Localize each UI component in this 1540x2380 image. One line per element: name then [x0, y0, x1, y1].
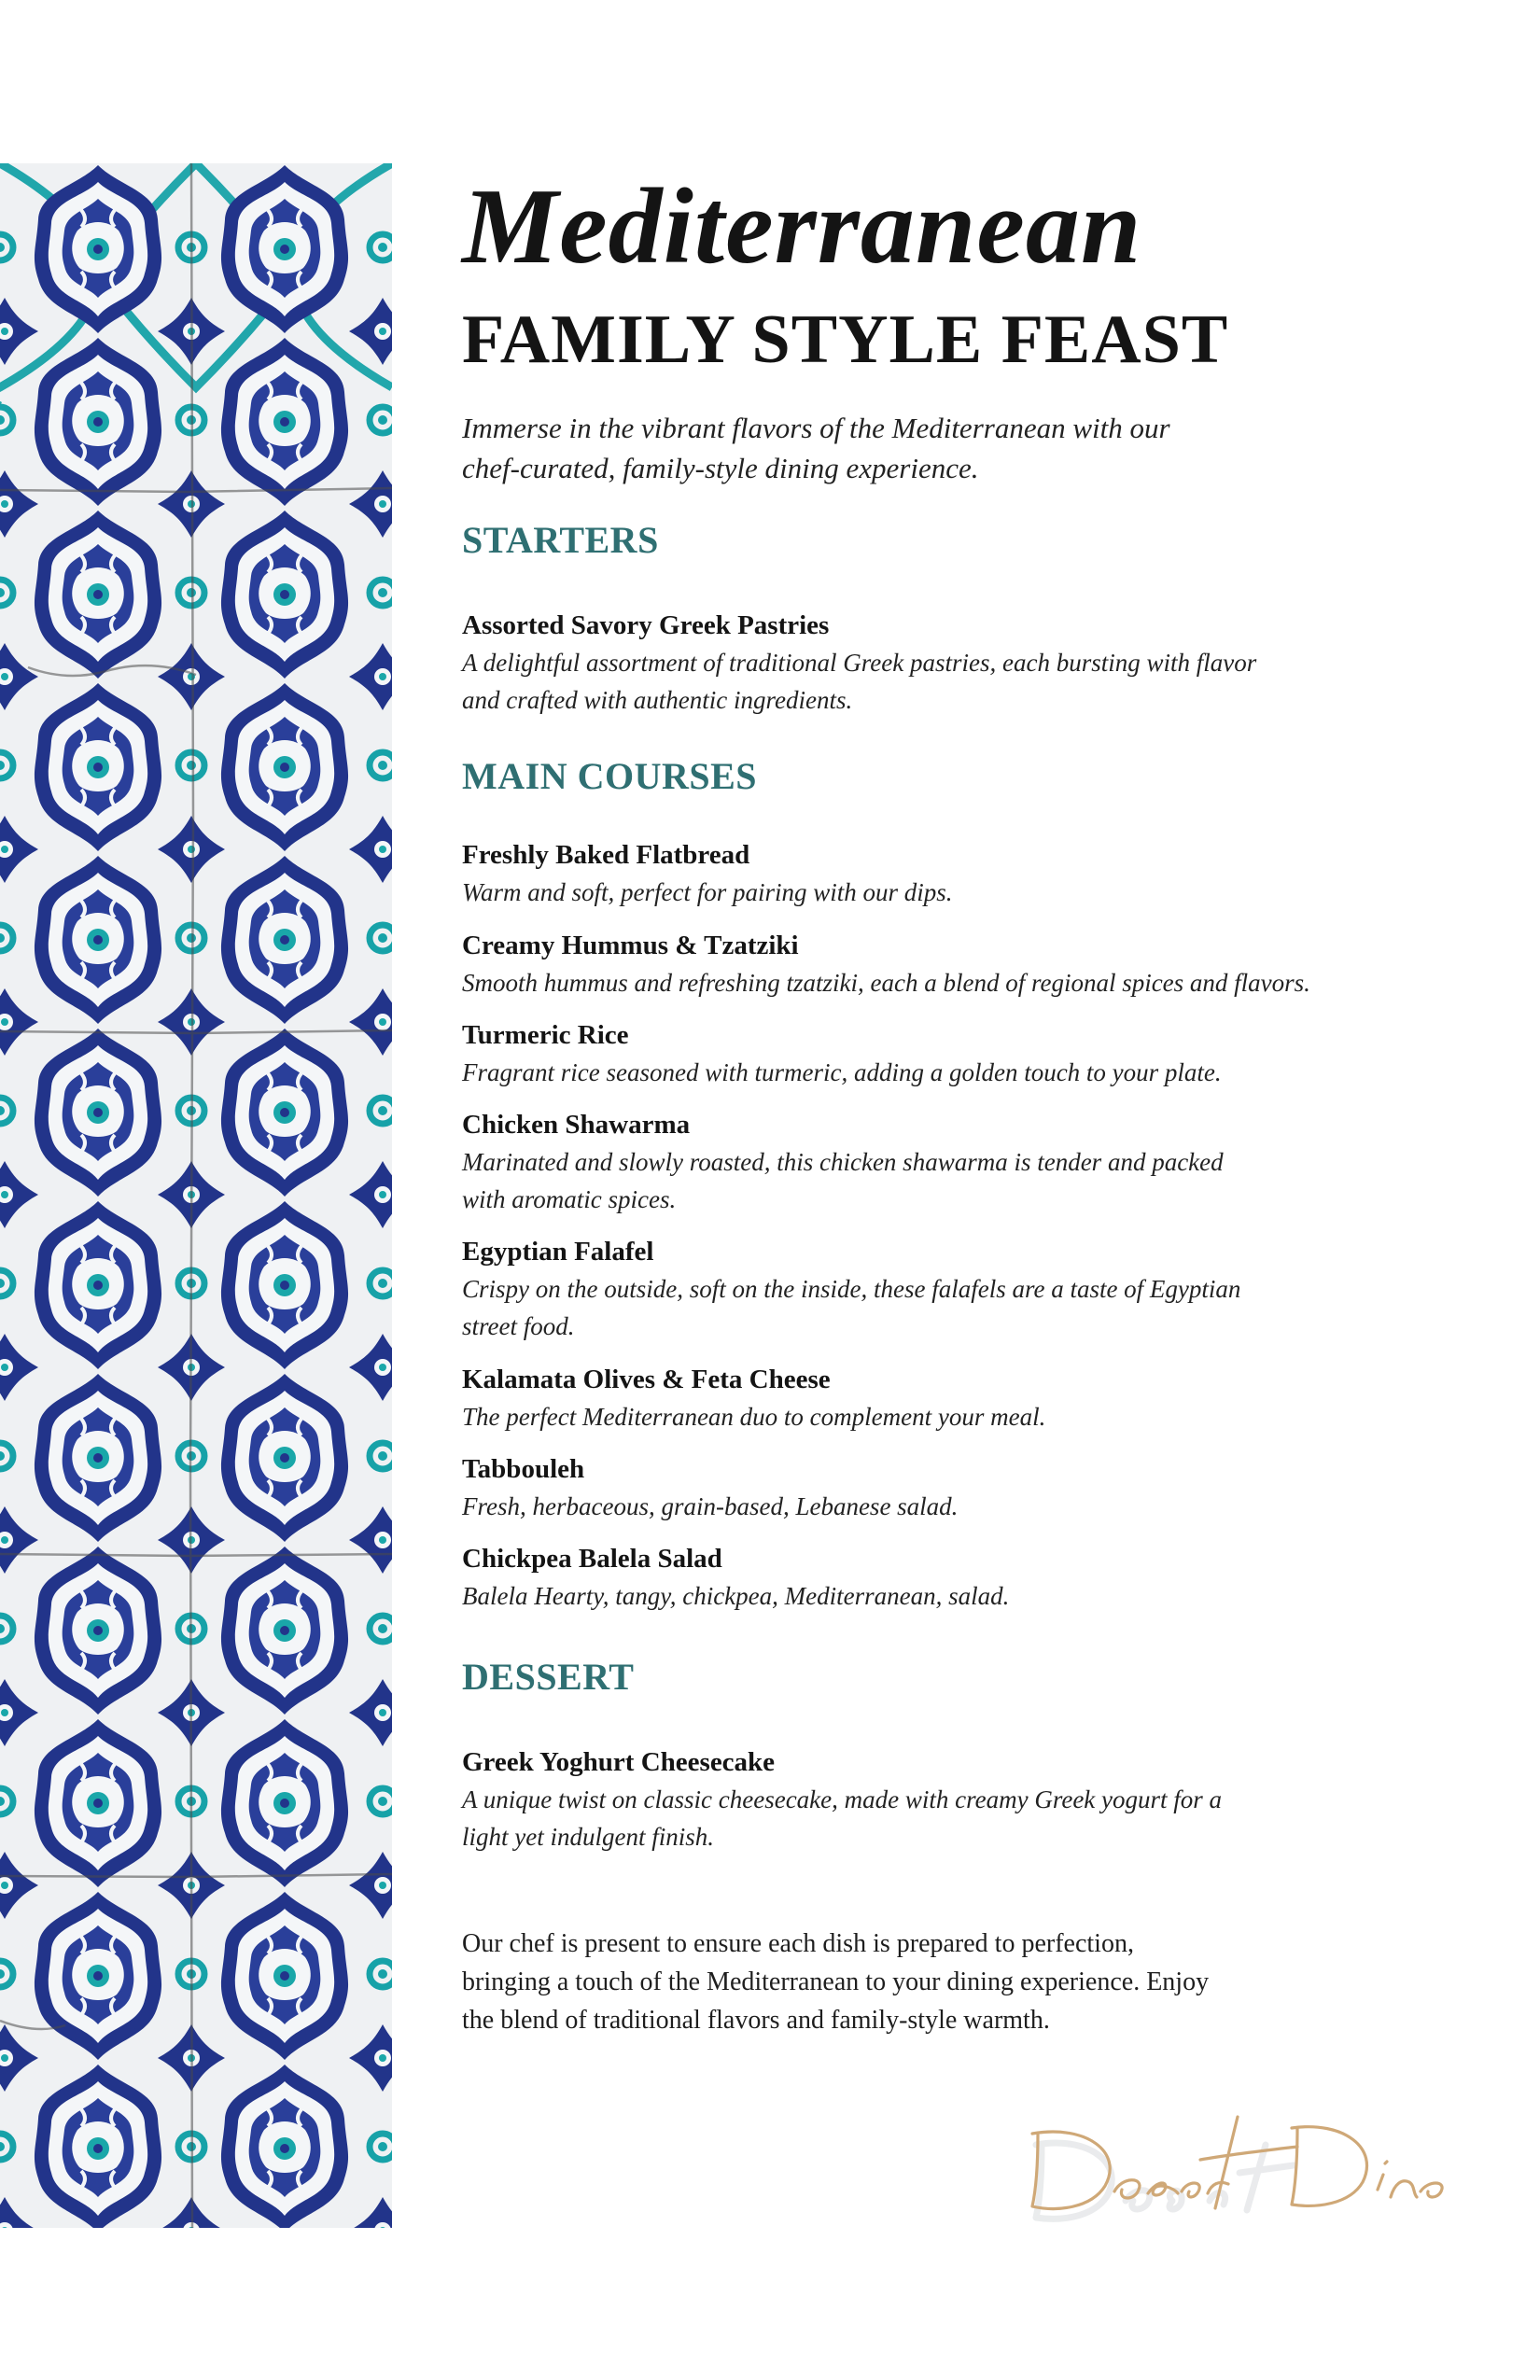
- section-heading-starters: STARTERS: [462, 519, 659, 561]
- menu-item: [462, 1361, 1045, 1435]
- menu-subtitle: FAMILY STYLE FEAST: [462, 301, 1229, 378]
- item-description: Warm and soft, perfect for pairing with our dips.: [462, 878, 953, 906]
- item-description: Crispy on the outside, soft on the inside, these falafels are a taste of Egyptian: [462, 1275, 1241, 1303]
- item-name: Assorted Savory Greek Pastries: [462, 610, 830, 640]
- item-description: and crafted with authentic ingredients.: [462, 686, 853, 714]
- menu-item: [462, 1106, 1224, 1218]
- item-description: A delightful assortment of traditional Greek pastries, each bursting with flavor: [462, 649, 1257, 677]
- main-courses-section: [462, 754, 1414, 1610]
- intro-line: chef-curated, family-style dining experience.: [462, 452, 979, 484]
- item-name: Egyptian Falafel: [462, 1237, 654, 1267]
- item-description: Marinated and slowly roasted, this chicken shawarma is tender and packed: [462, 1148, 1224, 1176]
- signature-drawing: [1017, 2100, 1465, 2231]
- decorative-tile-strip: [0, 163, 392, 2228]
- item-description: Fresh, herbaceous, grain-based, Lebanese salad.: [462, 1492, 959, 1520]
- item-description: A unique twist on classic cheesecake, made with creamy Greek yogurt for a: [462, 1785, 1223, 1813]
- menu-intro: [462, 408, 1283, 488]
- closing-line: bringing a touch of the Mediterranean to your dining experience. Enjoy: [462, 1967, 1210, 1996]
- item-name: Kalamata Olives & Feta Cheese: [462, 1365, 831, 1394]
- item-name: Freshly Baked Flatbread: [462, 840, 750, 870]
- tile-pattern-image: [0, 163, 392, 2228]
- item-name: Greek Yoghurt Cheesecake: [462, 1747, 776, 1777]
- closing-line: Our chef is present to ensure each dish is prepared to perfection,: [462, 1929, 1134, 1958]
- item-description: street food.: [462, 1312, 575, 1340]
- item-description: Balela Hearty, tangy, chickpea, Mediterranean, salad.: [462, 1582, 1010, 1610]
- menu-item: [462, 836, 953, 911]
- closing-paragraph: [462, 1925, 1414, 2039]
- menu-item: [462, 1450, 958, 1525]
- closing-line: the blend of traditional flavors and family-style warmth.: [462, 2006, 1050, 2035]
- menu-item: [462, 1540, 1009, 1615]
- item-name: Chickpea Balela Salad: [462, 1544, 722, 1574]
- item-name: Chicken Shawarma: [462, 1110, 691, 1140]
- item-description: light yet indulgent finish.: [462, 1823, 714, 1851]
- item-description: Smooth hummus and refreshing tzatziki, each a blend of regional spices and flavors.: [462, 969, 1310, 997]
- menu-title-script: Mediterranean: [462, 167, 1142, 287]
- item-description: The perfect Mediterranean duo to complement your meal.: [462, 1403, 1046, 1431]
- item-name: Creamy Hummus & Tzatziki: [462, 931, 799, 960]
- brand-signature-logo: [1017, 2100, 1465, 2231]
- menu-item: [462, 927, 1310, 1001]
- menu-item: [462, 1233, 1240, 1345]
- section-heading-main-courses: MAIN COURSES: [462, 755, 758, 797]
- section-heading-dessert: DESSERT: [462, 1656, 635, 1698]
- dessert-section: [462, 1655, 1414, 1855]
- menu-content: [462, 167, 1414, 488]
- item-name: Tabbouleh: [462, 1454, 585, 1484]
- menu-item: [462, 607, 1414, 719]
- item-name: Turmeric Rice: [462, 1020, 629, 1050]
- item-description: Fragrant rice seasoned with turmeric, adding a golden touch to your plate.: [462, 1058, 1222, 1086]
- starters-section: [462, 518, 1414, 719]
- item-description: with aromatic spices.: [462, 1185, 677, 1213]
- menu-item: [462, 1016, 1222, 1091]
- menu-item: [462, 1743, 1414, 1855]
- intro-line: Immerse in the vibrant flavors of the Mediterranean with our: [462, 412, 1170, 444]
